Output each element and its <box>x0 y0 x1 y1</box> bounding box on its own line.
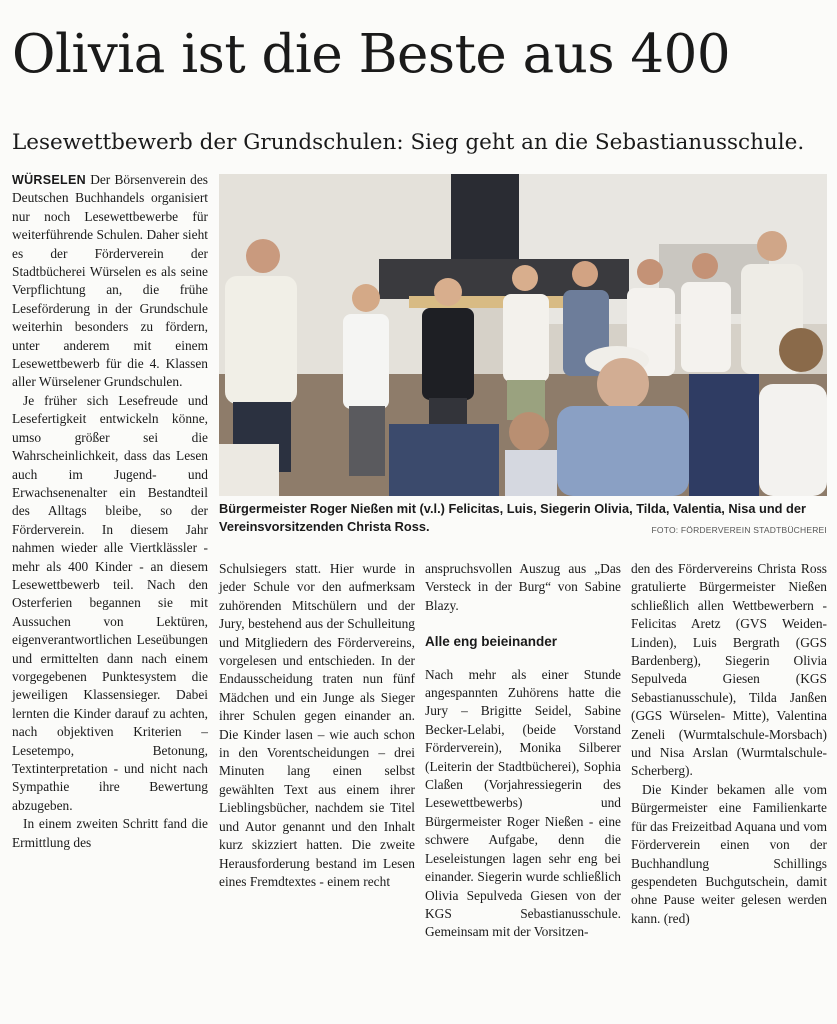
paragraph-8: Die Kinder bekamen alle vom Bürgermeister eine Familienkarte für das Freizeitbad Aquana und vom Förderverein einen von der Buchhandlung Schillings gespendeten Buchgutschein, damit ohne Pause weiter gelesen werden kann. (red) <box>631 781 827 926</box>
section-subhead: Alle eng beieinander <box>425 634 558 650</box>
paragraph-7: den des Fördervereins Christa Ross gratulierte Bürgermeister Nießen schließlich allen Wettbewerbern - Felicitas Aretz (GVS Weiden-Linden), Luis Bergrath (GGS Bardenberg), Siegerin Olivia Sepulveda Giesen (KGS Sebastianusschule), Tilda Janßen (GGS Würselen- Mitte), Valentina Zeneli (Wurmtalschule-Morsbach) und Nisa Arslan (Wurmtalschule-Scherberg). <box>631 561 827 779</box>
article-photo <box>219 174 827 496</box>
paragraph-2: Je früher sich Lesefreude und Lesefertigkeit entwickeln könne, umso größer sei die Wahrscheinlichkeit, dass das Lesen auch im Jugend- und Erwachsenenalter ein Bestandteil des Alltags bleibe, so der Förderverein. In diesem Jahr nahmen wieder alle Viertklässler - mehr als 400 Kinder - an diesem Lesewettbewerb teil. Nach den Osterferien begannen sie mit Aussuchen von Lektüren, eigenverantwortlichen Leseübungen und ermittelten dann nach einem vorgegebenen Punktesystem die jeweiligen Klassensieger. Dabei lernten die Kinder darauf zu achten, nach objektiven Kriterien – Lesetempo, Betonung, Textinterpretation - und nicht nach Sympathie ihre Bewertung abzugeben. <box>12 392 208 813</box>
photo-credit: FOTO: FÖRDERVEREIN STADTBÜCHEREI <box>651 525 827 535</box>
article-column-3 <box>425 560 621 942</box>
paragraph-3: In einem zweiten Schritt fand die Ermittlung des <box>12 816 208 850</box>
paragraph-1: Der Börsenverein des Deutschen Buchhandels organisiert nur noch Lesewettbewerbe für weiterführende Schulen. Daher sieht es der Förderverein der Stadtbücherei Würselen es als seine Verpflichtung an, die frühe Leseförderung in der Grundschule weiterhin besonders zu fördern, unter anderem mit einem Lesewettbewerb für die 4. Klassen aller Würselener Grundschulen. <box>12 172 208 390</box>
subheadline: Lesewettbewerb der Grundschulen: Sieg geht an die Sebastianusschule. <box>12 130 805 155</box>
paragraph-4: Schulsiegers statt. Hier wurde in jeder Schule vor den aufmerksam zuhörenden Mitschülern und der Jury, bestehend aus der Schulleitung und Mitgliedern des Fördervereins, vorgelesen und entschieden. In der Endausscheidung traten nun fünf Mädchen und ein Junge als Sieger ihrer Schulen gegen einander an. Die Kinder lasen – wie auch schon in den Vorentscheidungen – drei Minuten lang einen selbst gewählten Text aus einem ihrer Lieblingsbücher, nachdem sie Titel und Autor genannt und den Inhalt kurz skizziert hatten. Die zweite Herausforderung bestand im Lesen eines Fremdtextes - einem recht <box>219 561 415 889</box>
photo-illustration <box>219 174 827 496</box>
article-column-2 <box>219 560 415 891</box>
article-column-1 <box>12 171 208 852</box>
paragraph-5: anspruchsvollen Auszug aus „Das Versteck in der Burg“ von Sabine Blazy. <box>425 561 621 613</box>
headline: Olivia ist die Beste aus 400 <box>12 24 731 85</box>
paragraph-6: Nach mehr als einer Stunde angespannten Zuhörens hatte die Jury – Brigitte Seidel, Sabine Becker-Lelabi, (beide Vorstand Förderverein), Monika Silberer (Leiterin der Stadtbücherei), Sophia Claßen (Vorjahressiegerin des Lesewettbewerbs) und Bürgermeister Roger Nießen - eine schwere Aufgabe, denn die Leseleistungen lagen sehr eng bei einander. Siegerin wurde schließlich Olivia Sepulveda Giesen von der KGS Sebastianusschule. Gemeinsam mit der Vorsitzen- <box>425 666 621 940</box>
dateline: WÜRSELEN <box>12 173 86 187</box>
article-column-4 <box>631 560 827 928</box>
photo-caption: Bürgermeister Roger Nießen mit (v.l.) Felicitas, Luis, Siegerin Olivia, Tilda, Valentia, Nisa und der Vereinsvorsitzenden Christa Ross. <box>219 501 806 534</box>
lead-paragraph <box>12 171 208 392</box>
